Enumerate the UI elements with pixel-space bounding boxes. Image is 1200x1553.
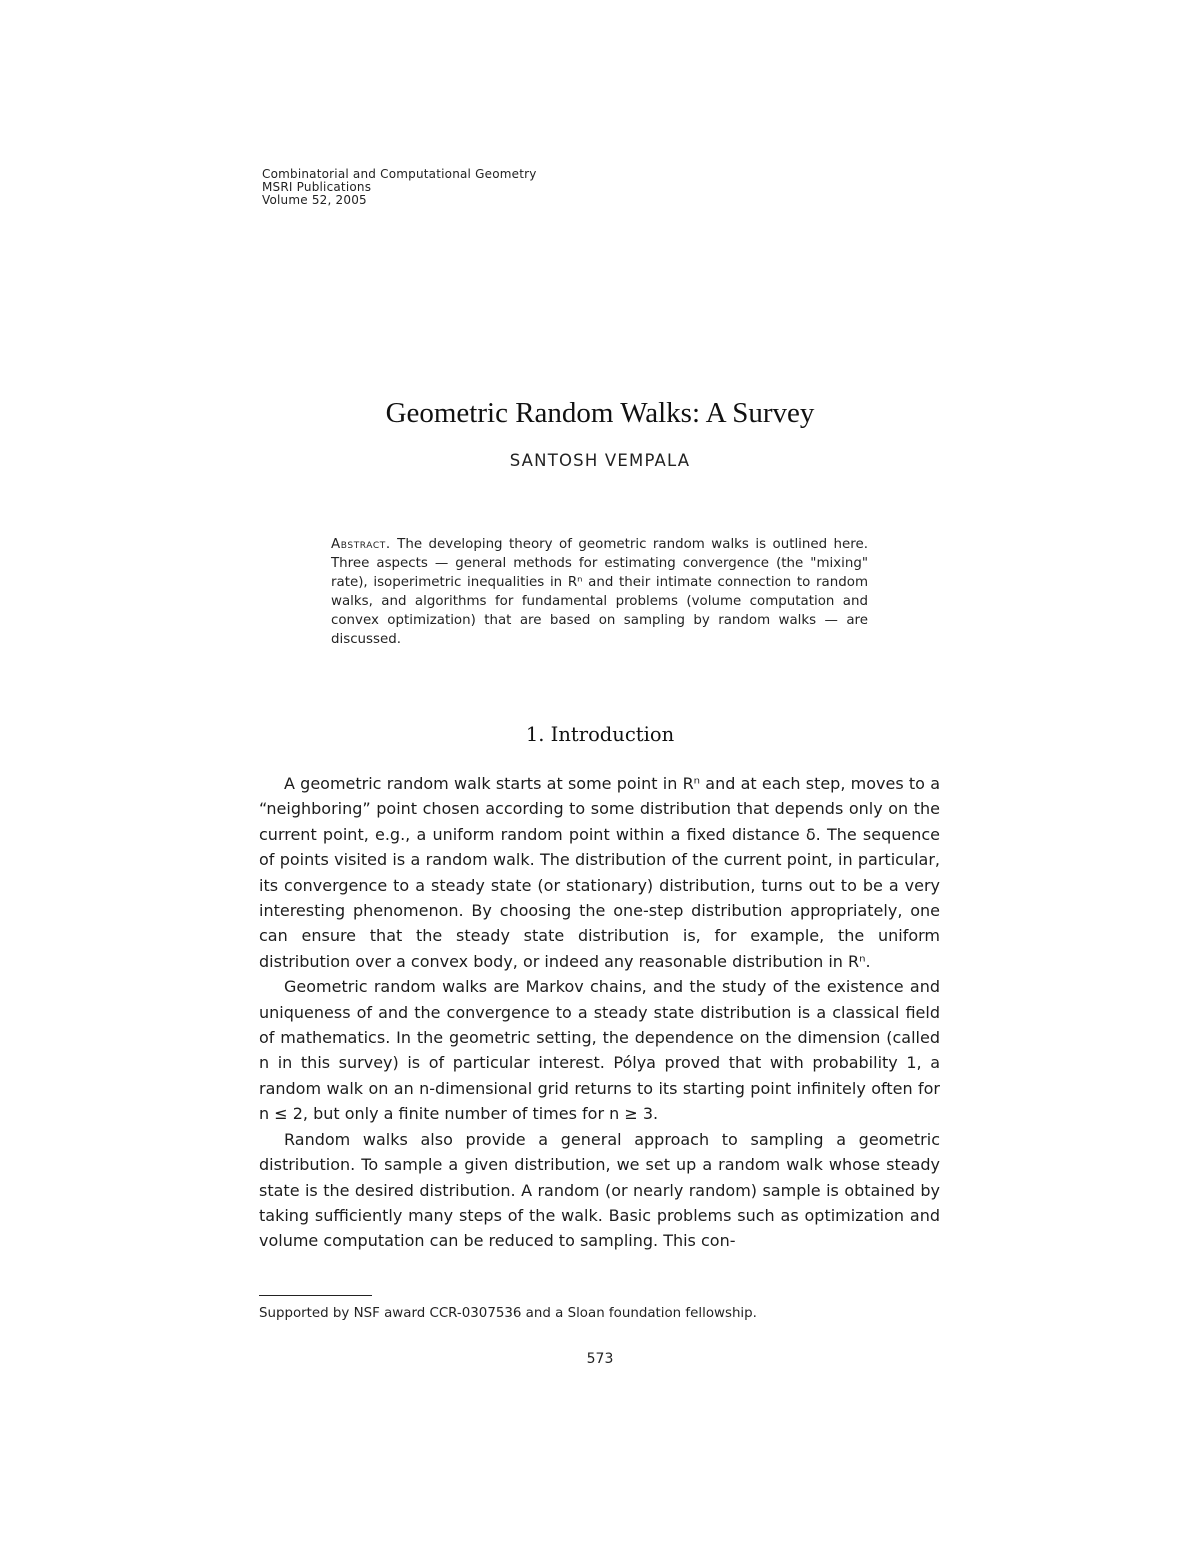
body-text <box>259 771 940 1254</box>
abstract-label: Abstract. <box>331 537 391 552</box>
footnote-rule <box>259 1295 372 1296</box>
section-heading: 1. Introduction <box>525 723 675 746</box>
volume-year: Volume 52, 2005 <box>262 193 367 207</box>
footnote: Supported by NSF award CCR-0307536 and a Sloan foundation fellowship. <box>259 1306 757 1321</box>
paragraph: Geometric random walks are Markov chains, and the study of the existence and uniqueness of and the convergence to a steady state distribution is a classical field of mathematics. In the geometric setting, the dependence on the dimension (called n in this survey) is of particular interest. Pólya proved that with probability 1, a random walk on an n-dimensional grid returns to its starting point infinitely often for n ≤ 2, but only a finite number of times for n ≥ 3. <box>259 977 940 1124</box>
journal-name: Combinatorial and Computational Geometry <box>262 167 537 181</box>
journal-header <box>262 168 537 207</box>
page-number: 573 <box>586 1351 614 1367</box>
abstract-text: The developing theory of geometric random walks is outlined here. Three aspects — general methods for estimating convergence (the "mixing" rate), isoperimetric inequalities in Rⁿ and their intimate connection to random walks, and algorithms for fundamental problems (volume computation and convex optimization) that are based on sampling by random walks — are discussed. <box>331 537 868 647</box>
author-name: SANTOSH VEMPALA <box>509 451 691 470</box>
paragraph: Random walks also provide a general approach to sampling a geometric distribution. To sample a given distribution, we set up a random walk whose steady state is the desired distribution. A random (or nearly random) sample is obtained by taking sufficiently many steps of the walk. Basic problems such as optimization and volume computation can be reduced to sampling. This con- <box>259 1129 940 1251</box>
publisher: MSRI Publications <box>262 180 372 194</box>
paragraph: A geometric random walk starts at some point in Rⁿ and at each step, moves to a “neighboring” point chosen according to some distribution that depends only on the current point, e.g., a uniform random point within a fixed distance δ. The sequence of points visited is a random walk. The distribution of the current point, in particular, its convergence to a steady state (or stationary) distribution, turns out to be a very interesting phenomenon. By choosing the one-step distribution appropriately, one can ensure that the steady state distribution is, for example, the uniform distribution over a convex body, or indeed any reasonable distribution in Rⁿ. <box>259 774 940 971</box>
abstract <box>331 535 868 649</box>
paper-title: Geometric Random Walks: A Survey <box>385 397 815 429</box>
